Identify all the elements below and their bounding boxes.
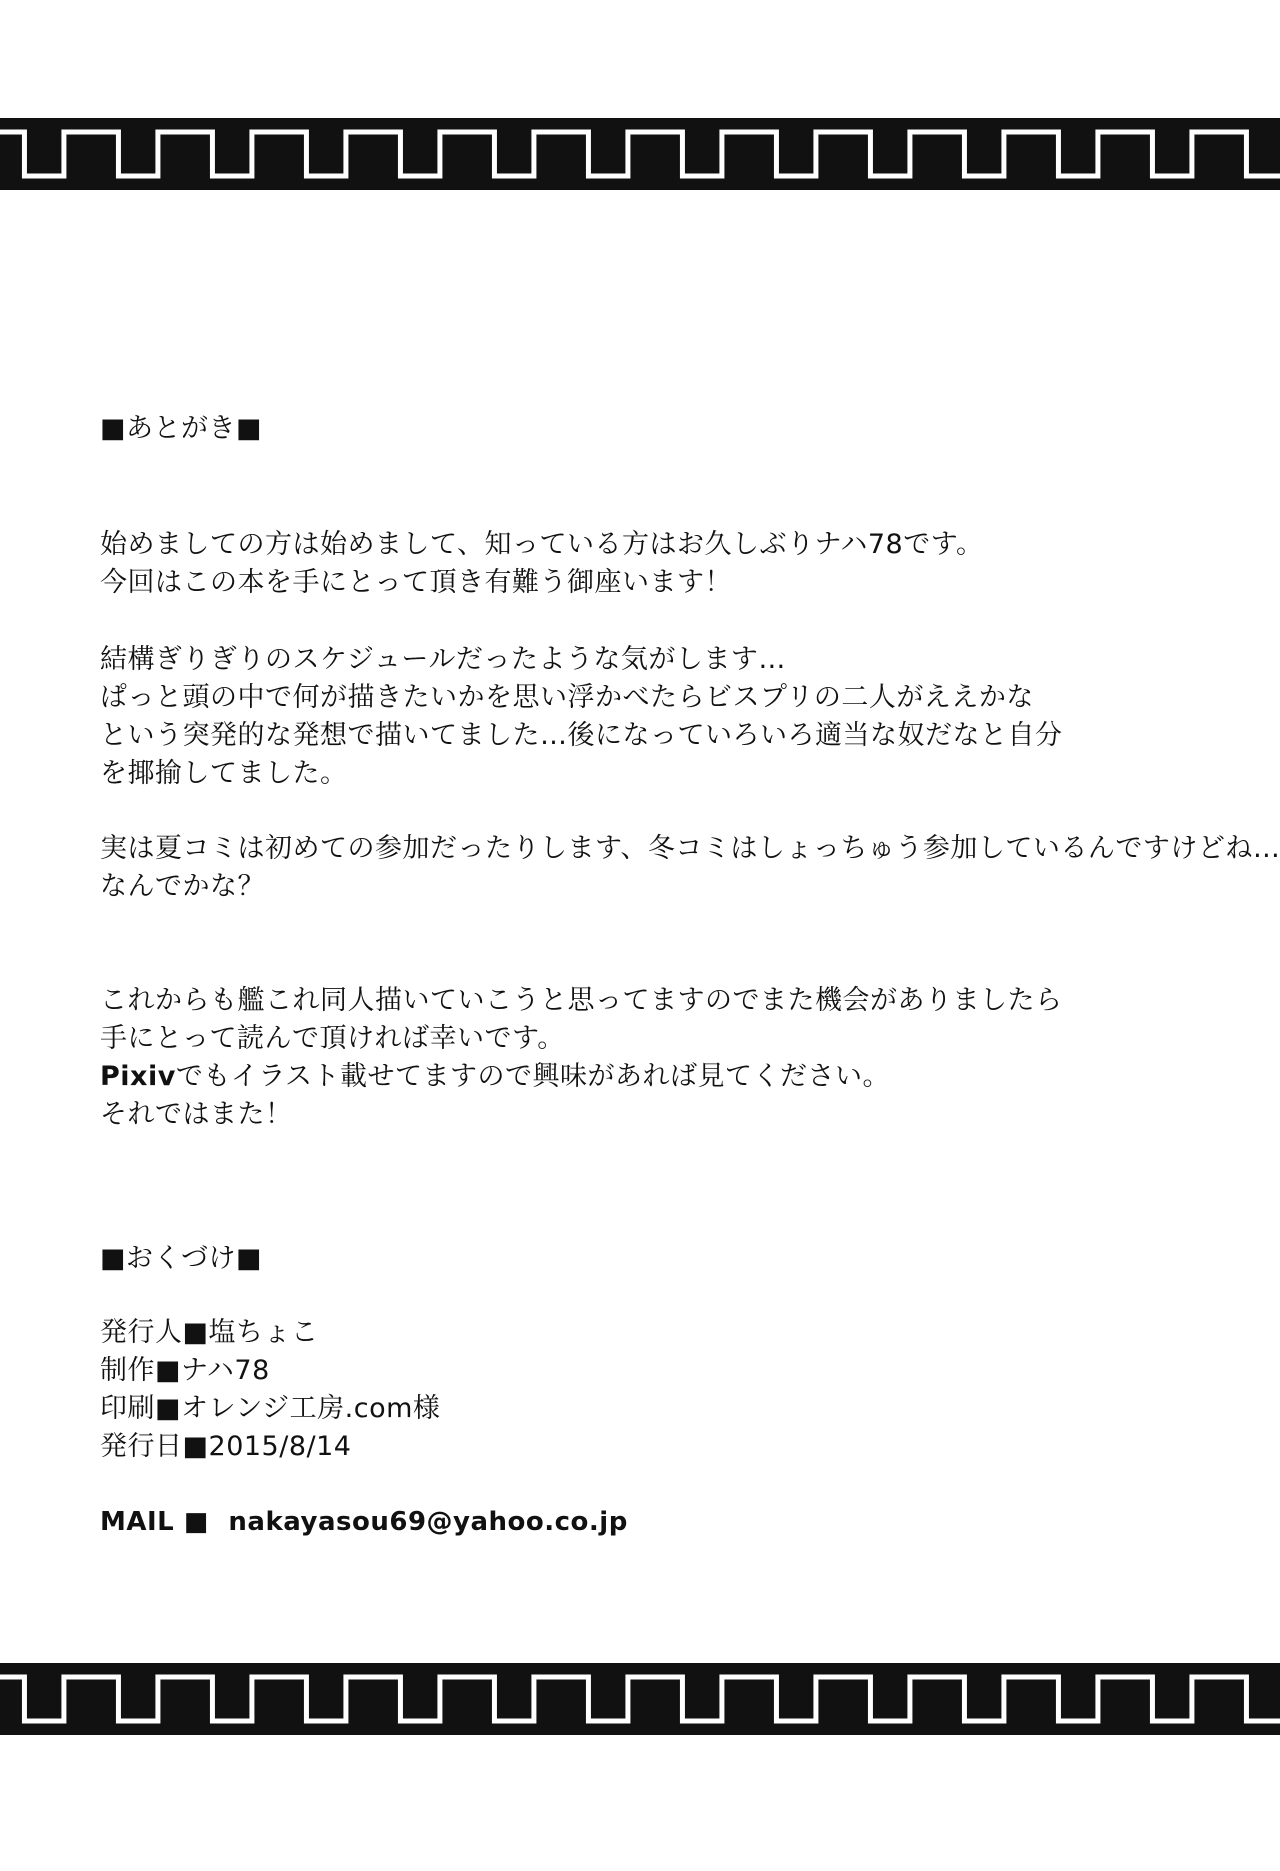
afterword-line: 始めましての方は始めまして、知っている方はお久しぶりナハ78です。 bbox=[100, 529, 984, 560]
afterword-line: 結構ぎりぎりのスケジュールだったような気がします… bbox=[100, 644, 786, 675]
decorative-border-top bbox=[0, 118, 1280, 190]
colophon-printer: 印刷■オレンジ工房.com様 bbox=[100, 1393, 441, 1424]
colophon-mail bbox=[100, 1505, 628, 1539]
pixiv-text: でもイラスト載せてますので興味があれば見てください。 bbox=[175, 1061, 891, 1092]
afterword-pixiv-line bbox=[100, 1060, 890, 1094]
colophon-heading: ■おくづけ■ bbox=[100, 1243, 263, 1274]
colophon-date: 発行日■2015/8/14 bbox=[100, 1431, 352, 1462]
decorative-border-bottom bbox=[0, 1663, 1280, 1735]
afterword-line: 今回はこの本を手にとって頂き有難う御座います！ bbox=[100, 567, 732, 598]
afterword-heading: ■あとがき■ bbox=[100, 413, 263, 444]
afterword-line: という突発的な発想で描いてました…後になっていろいろ適当な奴だなと自分 bbox=[100, 720, 1063, 751]
mail-label: MAIL ■ bbox=[100, 1507, 209, 1537]
pixiv-label: Pixiv bbox=[100, 1061, 176, 1092]
afterword-line: ぱっと頭の中で何が描きたいかを思い浮かべたらビスプリの二人がええかな bbox=[100, 682, 1034, 713]
afterword-line: それではまた！ bbox=[100, 1099, 293, 1130]
colophon-publisher: 発行人■塩ちょこ bbox=[100, 1317, 319, 1348]
afterword-line: これからも艦これ同人描いていこうと思ってますのでまた機会がありましたら bbox=[100, 985, 1063, 1016]
afterword-line: 手にとって読んで頂ければ幸いです。 bbox=[100, 1023, 565, 1054]
afterword-line: 実は夏コミは初めての参加だったりします、冬コミはしょっちゅう参加しているんですけどね… bbox=[100, 833, 1280, 864]
afterword-line: なんでかな？ bbox=[100, 871, 265, 902]
afterword-line: を揶揄してました。 bbox=[100, 758, 348, 789]
mail-address: nakayasou69@yahoo.co.jp bbox=[228, 1507, 628, 1537]
colophon-producer: 制作■ナハ78 bbox=[100, 1355, 270, 1386]
